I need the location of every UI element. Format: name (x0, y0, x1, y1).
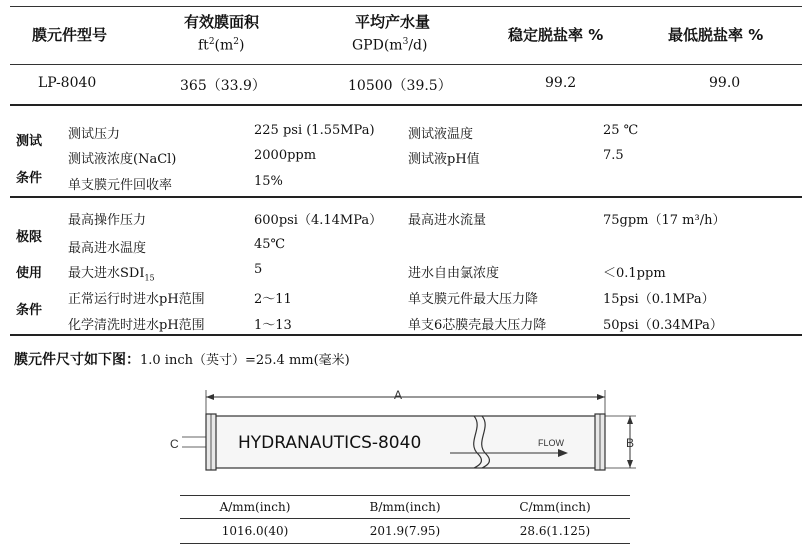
spec-min-rejection: 99.0 (709, 75, 741, 91)
dim-value-a: 1016.0(40) (221, 524, 289, 538)
dimensions-caption-note: 1.0 inch（英寸）=25.4 mm(毫米) (140, 353, 350, 368)
membrane-element-diagram (160, 380, 650, 490)
limits-row-1-key1: 最高操作压力 (68, 213, 147, 228)
limits-side-label-2: 使用 (16, 266, 43, 281)
header-area-unit (198, 37, 245, 54)
spec-area: 365（33.9） (180, 78, 266, 94)
header-model-label: 膜元件型号 (32, 26, 108, 44)
label-c: C (170, 437, 179, 451)
limits-row-3-key1 (68, 262, 155, 283)
limits-bottom-rule (10, 334, 802, 336)
dim-header-c: C/mm(inch) (519, 500, 591, 514)
dim-value-b: 201.9(7.95) (369, 524, 441, 538)
header-flow-unit (352, 37, 427, 54)
label-a: A (393, 388, 403, 402)
header-area-label: 有效膜面积 (184, 13, 260, 31)
limits-row-3-val2: ＜0.1ppm (603, 266, 666, 281)
test-divider (10, 196, 802, 198)
limits-row-2-key1: 最高进水温度 (68, 241, 147, 256)
flow-unit-sup: 3 (402, 37, 409, 47)
dimension-a-arrow-right (597, 394, 605, 400)
test-row-2-key1: 测试液浓度(NaCl) (68, 152, 177, 167)
limits-row-3-key2: 进水自由氯浓度 (408, 266, 500, 281)
header-min-rejection-label: 最低脱盐率 % (668, 26, 764, 44)
limits-row-5-key2: 单支6芯膜壳最大压力降 (408, 318, 547, 333)
test-row-3-val1: 15% (254, 174, 283, 189)
dim-table-top-rule (180, 495, 630, 496)
limits-row-5-val2: 50psi（0.34MPa） (603, 318, 723, 333)
limits-row-5-val1: 1～13 (254, 318, 292, 333)
spec-model: LP-8040 (38, 75, 97, 91)
header-stable-rejection-label: 稳定脱盐率 % (508, 26, 604, 44)
area-unit-base: ft (198, 37, 209, 54)
flow-unit-post: /d) (408, 37, 428, 54)
test-row-2-val1: 2000ppm (254, 148, 317, 163)
flow-unit-pre: GPD(m (352, 37, 403, 54)
limits-row-4-key2: 单支膜元件最大压力降 (408, 292, 539, 307)
test-row-2-val2: 7.5 (603, 148, 624, 163)
test-row-1-val1: 225 psi (1.55MPa) (254, 123, 375, 138)
top-rule (10, 6, 802, 7)
test-row-3-key1: 单支膜元件回收率 (68, 178, 173, 193)
limits-side-label-3: 条件 (16, 303, 43, 318)
area-unit-sup2: 2 (233, 37, 240, 47)
dim-table-mid-rule (180, 518, 630, 519)
header-flow-label: 平均产水量 (355, 13, 431, 31)
area-unit-sup: 2 (208, 37, 215, 47)
dim-header-b: B/mm(inch) (369, 500, 441, 514)
limits-row-1-val1: 600psi（4.14MPa） (254, 213, 383, 228)
test-row-1-key2: 测试液温度 (408, 127, 474, 142)
dim-value-c: 28.6(1.125) (519, 524, 591, 538)
limits-row-4-val1: 2～11 (254, 292, 292, 307)
sdi-subscript: 15 (144, 273, 155, 283)
test-side-label-1: 测试 (16, 134, 43, 149)
spec-flow: 10500（39.5） (348, 78, 452, 94)
limits-row-3-val1: 5 (254, 262, 263, 277)
dim-header-a: A/mm(inch) (219, 500, 291, 514)
test-row-1-val2: 25 ℃ (603, 123, 639, 138)
dimension-a-arrow-left (206, 394, 214, 400)
limits-side-label-1: 极限 (16, 230, 43, 245)
limits-row-4-key1: 正常运行时进水pH范围 (68, 292, 205, 307)
sdi-label: 最大进水SDI (68, 266, 145, 281)
test-row-1-key1: 测试压力 (68, 127, 121, 142)
test-row-2-key2: 测试液pH值 (408, 152, 480, 167)
limits-row-2-val1: 45℃ (254, 237, 286, 252)
label-b: B (626, 436, 635, 450)
dim-table-bottom-rule (180, 543, 630, 544)
area-unit-rest: (m (214, 37, 234, 54)
header-divider (10, 64, 802, 65)
limits-row-1-key2: 最高进水流量 (408, 213, 487, 228)
dimension-b-arrow-bottom (627, 460, 633, 468)
product-name-text: HYDRANAUTICS-8040 (238, 433, 422, 453)
spec-divider (10, 104, 802, 106)
limits-row-4-val2: 15psi（0.1MPa） (603, 292, 715, 307)
limits-row-1-val2: 75gpm（17 m³/h） (603, 213, 726, 228)
dimensions-caption (14, 349, 350, 369)
test-side-label-2: 条件 (16, 171, 43, 186)
flow-label: FLOW (538, 438, 564, 448)
dimension-b-arrow-top (627, 416, 633, 424)
dimensions-caption-title: 膜元件尺寸如下图： (14, 352, 140, 368)
limits-row-5-key1: 化学清洗时进水pH范围 (68, 318, 205, 333)
spec-stable-rejection: 99.2 (545, 75, 577, 91)
area-unit-close: ) (239, 37, 245, 54)
